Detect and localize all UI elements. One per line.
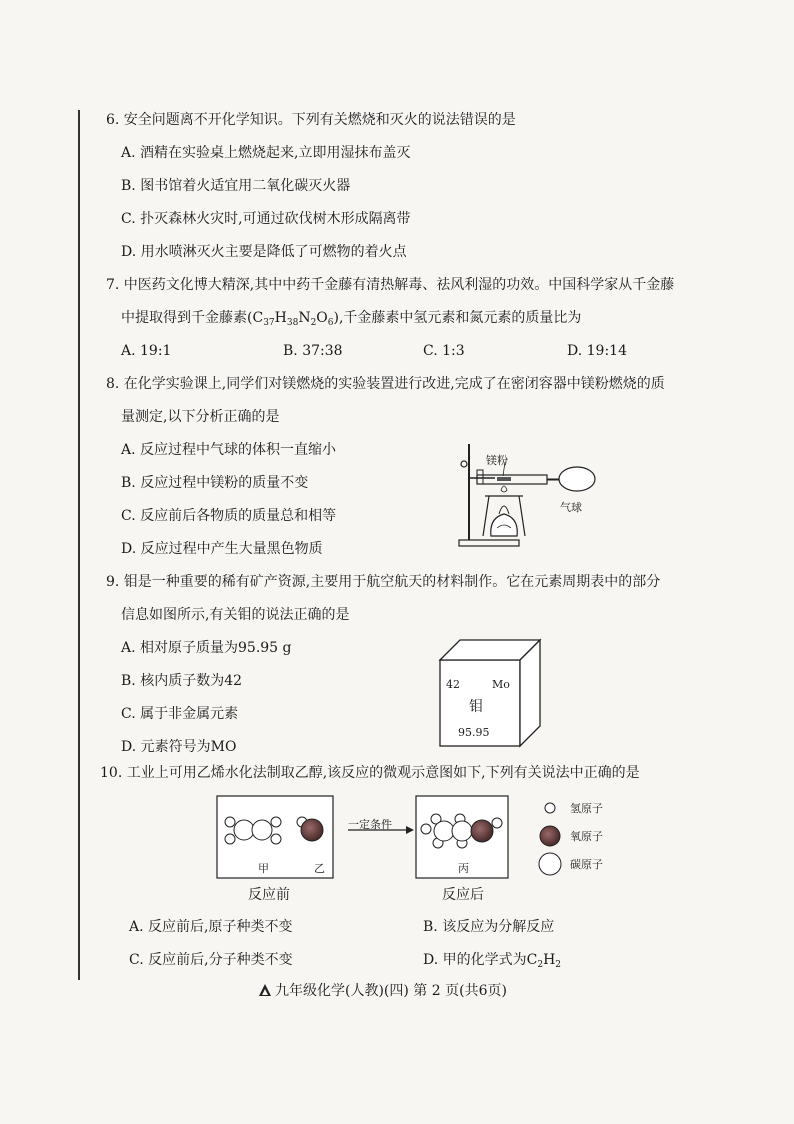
fig-label-magnesium-powder: 镁粉 — [486, 454, 508, 467]
footer-text: 九年级化学(人教)(四) 第 2 页(共6页) — [275, 983, 507, 999]
atom-legend — [538, 798, 568, 878]
page-footer — [258, 980, 507, 1001]
publisher-logo-icon — [258, 983, 272, 1001]
q9-option-c: C. 属于非金属元素 — [121, 706, 239, 722]
q10-option-a: A. 反应前后,原子种类不变 — [129, 919, 293, 935]
q9-option-a: A. 相对原子质量为95.95 g — [121, 640, 292, 656]
magnesium-combustion-apparatus — [455, 440, 605, 552]
legend-oxygen: 氧原子 — [570, 830, 603, 843]
q8-option-c: C. 反应前后各物质的质量总和相等 — [121, 508, 337, 524]
label-yi: 乙 — [314, 862, 325, 875]
element-atomic-number: 42 — [446, 678, 460, 691]
q9-stem-line2: 信息如图所示,有关钼的说法正确的是 — [121, 607, 350, 623]
legend-carbon: 碳原子 — [570, 858, 603, 871]
q10-stem: 10. 工业上可用乙烯水化法制取乙醇,该反应的微观示意图如下,下列有关说法中正确的是 — [100, 765, 640, 781]
q6-option-b: B. 图书馆着火适宜用二氧化碳灭火器 — [121, 178, 351, 194]
q7-option-d: D. 19:14 — [567, 343, 627, 359]
reaction-condition-label: 一定条件 — [348, 818, 392, 831]
q9-option-d: D. 元素符号为MO — [121, 739, 237, 755]
q9-option-b: B. 核内质子数为42 — [121, 673, 243, 689]
q7-option-c: C. 1:3 — [423, 343, 465, 359]
q8-stem-line2: 量测定,以下分析正确的是 — [121, 409, 280, 425]
q8-stem-line1: 8. 在化学实验课上,同学们对镁燃烧的实验装置进行改进,完成了在密闭容器中镁粉燃烧的质 — [106, 376, 665, 392]
margin-line — [78, 110, 80, 980]
label-after-reaction: 反应后 — [442, 887, 484, 903]
q8-option-a: A. 反应过程中气球的体积一直缩小 — [121, 442, 337, 458]
q7-option-b: B. 37:38 — [283, 343, 343, 359]
q7-stem-line2: 中提取得到千金藤素$(C_{37}H_{38}N_2O_6)$,千金藤素中氢元素和氮元素的质量比为 — [121, 310, 582, 328]
q10-option-b: B. 该反应为分解反应 — [423, 919, 555, 935]
label-before-reaction: 反应前 — [248, 887, 290, 903]
label-jia: 甲 — [258, 862, 269, 875]
q10-option-c: C. 反应前后,分子种类不变 — [129, 952, 293, 968]
element-name: 钼 — [469, 699, 483, 715]
legend-hydrogen: 氢原子 — [570, 802, 603, 815]
q6-option-c: C. 扑灭森林火灾时,可通过砍伐树木形成隔离带 — [121, 211, 411, 227]
q6-stem: 6. 安全问题离不开化学知识。下列有关燃烧和灭火的说法错误的是 — [106, 112, 516, 128]
q6-option-d: D. 用水喷淋灭火主要是降低了可燃物的着火点 — [121, 244, 407, 260]
element-symbol: Mo — [492, 678, 510, 691]
q8-option-d: D. 反应过程中产生大量黑色物质 — [121, 541, 323, 557]
fig-label-balloon: 气球 — [560, 501, 582, 514]
element-atomic-mass: 95.95 — [458, 726, 490, 739]
label-bing: 丙 — [458, 862, 469, 875]
element-cell-box — [438, 638, 542, 750]
q7-stem-line1: 7. 中医药文化博大精深,其中中药千金藤有清热解毒、祛风利湿的功效。中国科学家从千金藤 — [106, 277, 675, 293]
q10-option-d: D. 甲的化学式为$C_2H_2$ — [423, 952, 562, 970]
q7-option-a: A. 19:1 — [121, 343, 172, 359]
q6-option-a: A. 酒精在实验桌上燃烧起来,立即用湿抹布盖灭 — [121, 145, 411, 161]
q8-option-b: B. 反应过程中镁粉的质量不变 — [121, 475, 309, 491]
q9-stem-line1: 9. 钼是一种重要的稀有矿产资源,主要用于航空航天的材料制作。它在元素周期表中的部分 — [106, 574, 661, 590]
